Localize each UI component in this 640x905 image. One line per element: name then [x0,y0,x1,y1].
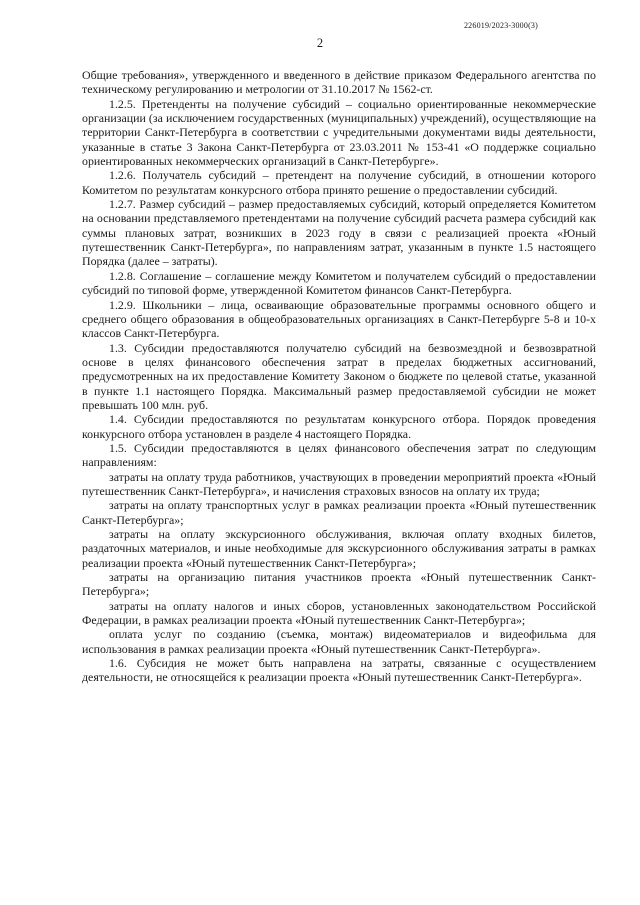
paragraph-1-2-7: 1.2.7. Размер субсидий – размер предоставляемых субсидий, который определяется Комитетом на основании представляемого претендентами на получение субсидий расчета размера субсидий как суммы плановых затрат, возникших в 2023 году в связи с реализацией проекта «Юный путешественник Санкт-Петербурга», по направлениям затрат, указанным в пункте 1.5 настоящего Порядка (далее – затраты). [82,197,596,269]
list-item-labor-costs: затраты на оплату труда работников, участвующих в проведении мероприятий проекта «Юный путешественник Санкт-Петербурга», и начисления страховых взносов на оплату их труда; [82,469,596,498]
paragraph-1-2-6: 1.2.6. Получатель субсидий – претендент на получение субсидий, в отношении которого Комитетом по результатам конкурсного отбора принято решение о предоставлении субсидий. [82,168,596,197]
paragraph-1-2-9: 1.2.9. Школьники – лица, осваивающие образовательные программы основного общего и среднего общего образования в общеобразовательных организациях в Санкт-Петербурге 5-8 и 10-х классов Санкт-Петербурга. [82,297,596,341]
page-number: 2 [316,36,324,50]
paragraph-1-4: 1.4. Субсидии предоставляются по результатам конкурсного отбора. Порядок проведения конкурсного отбора установлен в разделе 4 настоящего Порядка. [82,412,596,441]
paragraph-1-2-8: 1.2.8. Соглашение – соглашение между Комитетом и получателем субсидий о предоставлении субсидий по типовой форме, утвержденной Комитетом финансов Санкт-Петербурга. [82,268,596,298]
document-body [82,68,596,685]
paragraph-1-5: 1.5. Субсидии предоставляются в целях финансового обеспечения затрат по следующим направлениям: [82,440,596,470]
paragraph-1-2-5: 1.2.5. Претенденты на получение субсидий – социально ориентированные некоммерческие организации (за исключением государственных (муниципальных) учреждений), осуществляющие на территории Санкт-Петербурга в соответствии с учредительными документами виды деятельности, указанные в статье 3 Закона Санкт-Петербурга от 23.03.2011 № 153-41 «О поддержке социально ориентированных некоммерческих организаций в Санкт-Петербурге». [82,96,596,169]
list-item-video-costs: оплата услуг по созданию (съемка, монтаж) видеоматериалов и видеофильма для использования в рамках реализации проекта «Юный путешественник Санкт-Петербурга». [82,627,596,656]
paragraph-1-6: 1.6. Субсидия не может быть направлена на затраты, связанные с осуществлением деятельности, не относящейся к реализации проекта «Юный путешественник Санкт-Петербурга». [82,656,596,685]
document-registration-number: 226019/2023-3000(3) [463,21,538,30]
list-item-tax-costs: затраты на оплату налогов и иных сборов, установленных законодательством Российской Федерации, в рамках реализации проекта «Юный путешественник Санкт-Петербурга»; [82,598,596,628]
list-item-catering-costs: затраты на организацию питания участников проекта «Юный путешественник Санкт-Петербурга»; [82,570,596,599]
paragraph-1-3: 1.3. Субсидии предоставляются получателю субсидий на безвозмездной и безвозвратной основе в целях финансового обеспечения затрат в пределах бюджетных ассигнований, предусмотренных на их предоставление Комитету Законом о бюджете по целевой статье, указанной в пункте 1.1 настоящего Порядка. Максимальный размер предоставляемой субсидии не может превышать 100 млн. руб. [82,340,596,412]
list-item-transport-costs: затраты на оплату транспортных услуг в рамках реализации проекта «Юный путешественник Санкт-Петербурга»; [82,498,596,527]
paragraph-continuation: Общие требования», утвержденного и введенного в действие приказом Федерального агентства по техническому регулированию и метрологии от 31.10.2017 № 1562-ст. [82,68,596,97]
list-item-excursion-costs: затраты на оплату экскурсионного обслуживания, включая оплату входных билетов, раздаточных материалов, и иные необходимые для экскурсионного обслуживания затраты в рамках реализации проекта «Юный путешественник Санкт-Петербурга»; [82,527,596,570]
